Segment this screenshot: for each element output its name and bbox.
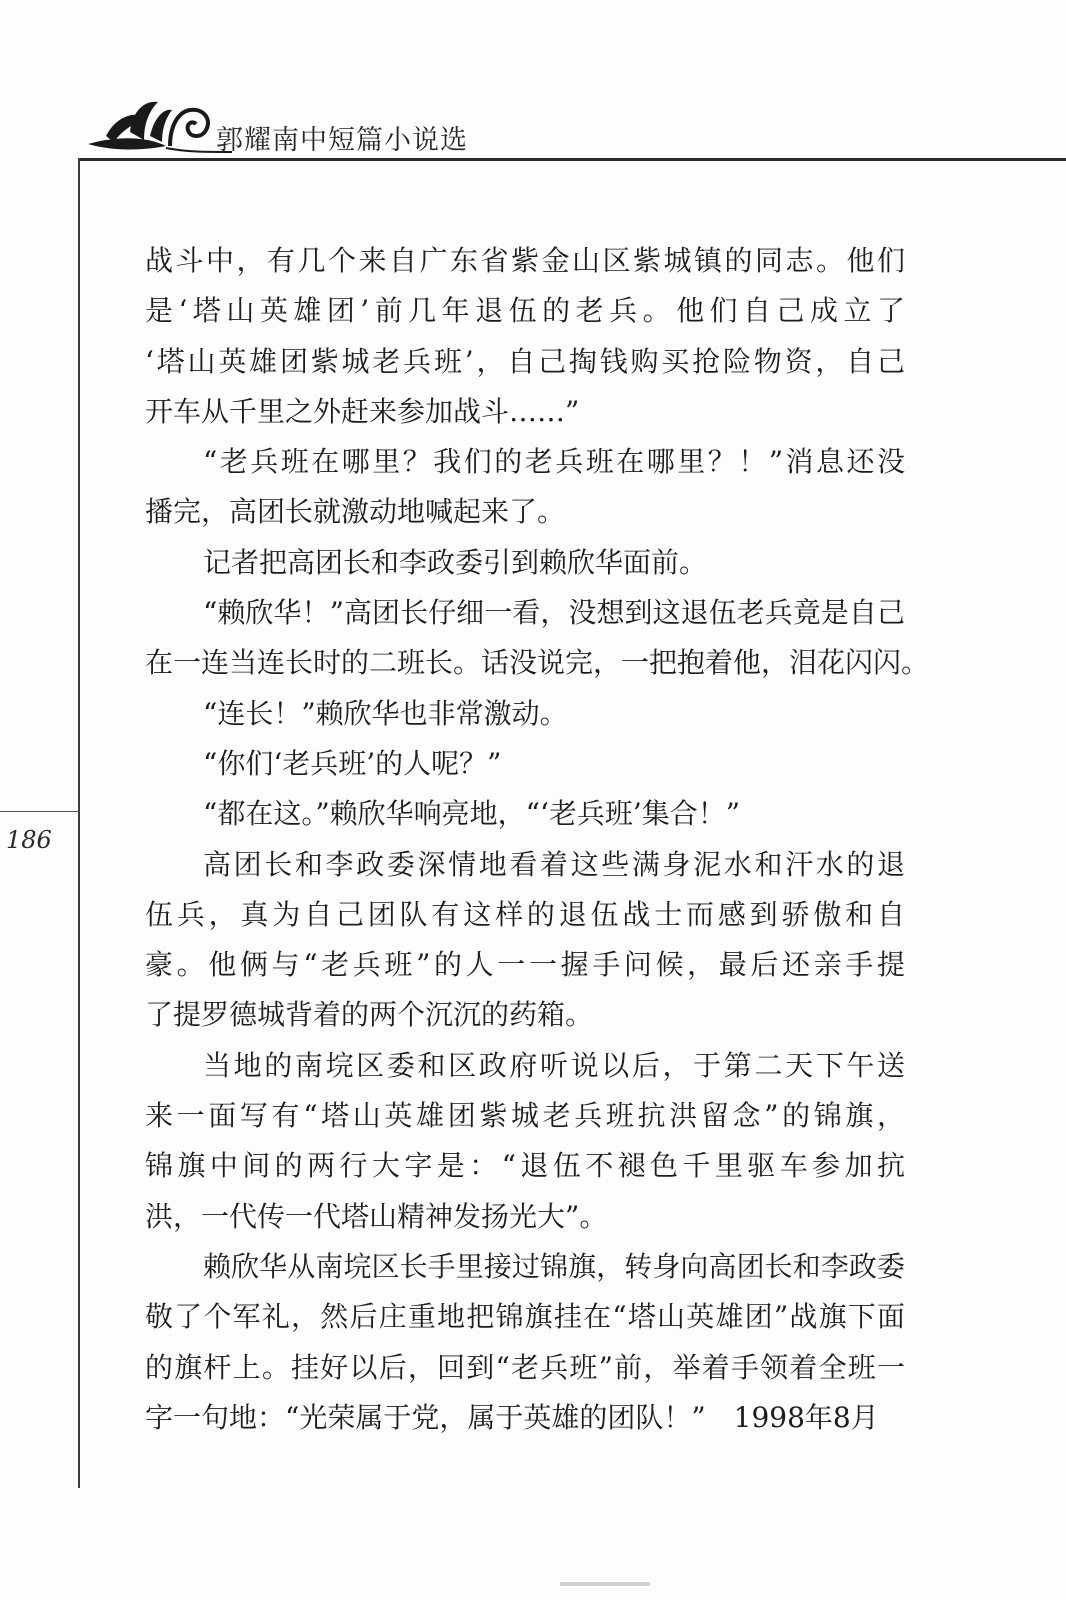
text-line: 赖欣华从南垸区长手里接过锦旗，转身向高团长和李政委 xyxy=(203,1249,905,1283)
text-line: 战斗中，有几个来自广东省紫金山区紫城镇的同志。他们 xyxy=(145,244,905,277)
book-title: 郭耀南中短篇小说选 xyxy=(216,125,468,156)
text-line: 高团长和李政委深情地看着这些满身泥水和汗水的退 xyxy=(203,847,905,881)
text-line: 豪。他俩与“老兵班”的人一一握手问候，最后还亲手提 xyxy=(145,948,905,982)
floral-ornament-icon xyxy=(86,96,236,158)
text-line: 的旗杆上。挂好以后，回到“老兵班”前，举着手领着全班一 xyxy=(145,1350,905,1384)
text-line: “赖欣华！”高团长仔细一看，没想到这退伍老兵竟是自己 xyxy=(203,596,905,630)
header-divider xyxy=(80,158,1066,161)
text-line: 在一连当连长时的二班长。话没说完，一把抱着他，泪花闪闪。 xyxy=(145,646,930,680)
text-line: 来一面写有“塔山英雄团紫城老兵班抗洪留念”的锦旗， xyxy=(145,1099,905,1133)
text-line: 当地的南垸区委和区政府听说以后，于第二天下午送 xyxy=(203,1048,905,1082)
left-frame-rule xyxy=(78,158,80,1488)
text-line: “连长！”赖欣华也非常激动。 xyxy=(203,696,568,730)
text-line: 洪，一代传一代塔山精神发扬光大”。 xyxy=(145,1199,608,1233)
text-line: 播完，高团长就激动地喊起来了。 xyxy=(145,495,566,529)
body-text xyxy=(145,236,930,1443)
text-line: 字一句地：“光荣属于党，属于英雄的团队！” 1998年8月 xyxy=(145,1400,879,1434)
text-line: 了提罗德城背着的两个沉沉的药箱。 xyxy=(145,998,594,1032)
text-line: 记者把高团长和李政委引到赖欣华面前。 xyxy=(203,545,708,579)
page-number: 186 xyxy=(6,826,52,854)
text-line: 锦旗中间的两行大字是：“退伍不褪色千里驱车参加抗 xyxy=(145,1149,905,1183)
text-line: 伍兵，真为自己团队有这样的退伍战士而感到骄傲和自 xyxy=(145,897,905,931)
scan-artifact xyxy=(560,1582,650,1586)
text-line: 是‘塔山英雄团’前几年退伍的老兵。他们自己成立了 xyxy=(145,294,905,328)
text-line: 敬了个军礼，然后庄重地把锦旗挂在“塔山英雄团”战旗下面 xyxy=(145,1300,905,1334)
text-line: “老兵班在哪里？我们的老兵班在哪里？！”消息还没 xyxy=(203,445,905,479)
page-number-rule xyxy=(0,811,80,812)
text-line: “你们‘老兵班’的人呢？” xyxy=(203,746,502,780)
text-line: ‘塔山英雄团紫城老兵班’，自己掏钱购买抢险物资，自己 xyxy=(145,344,905,378)
text-line: “都在这。”赖欣华响亮地，“‘老兵班’集合！” xyxy=(203,797,741,831)
text-line: 开车从千里之外赶来参加战斗……” xyxy=(145,394,580,428)
